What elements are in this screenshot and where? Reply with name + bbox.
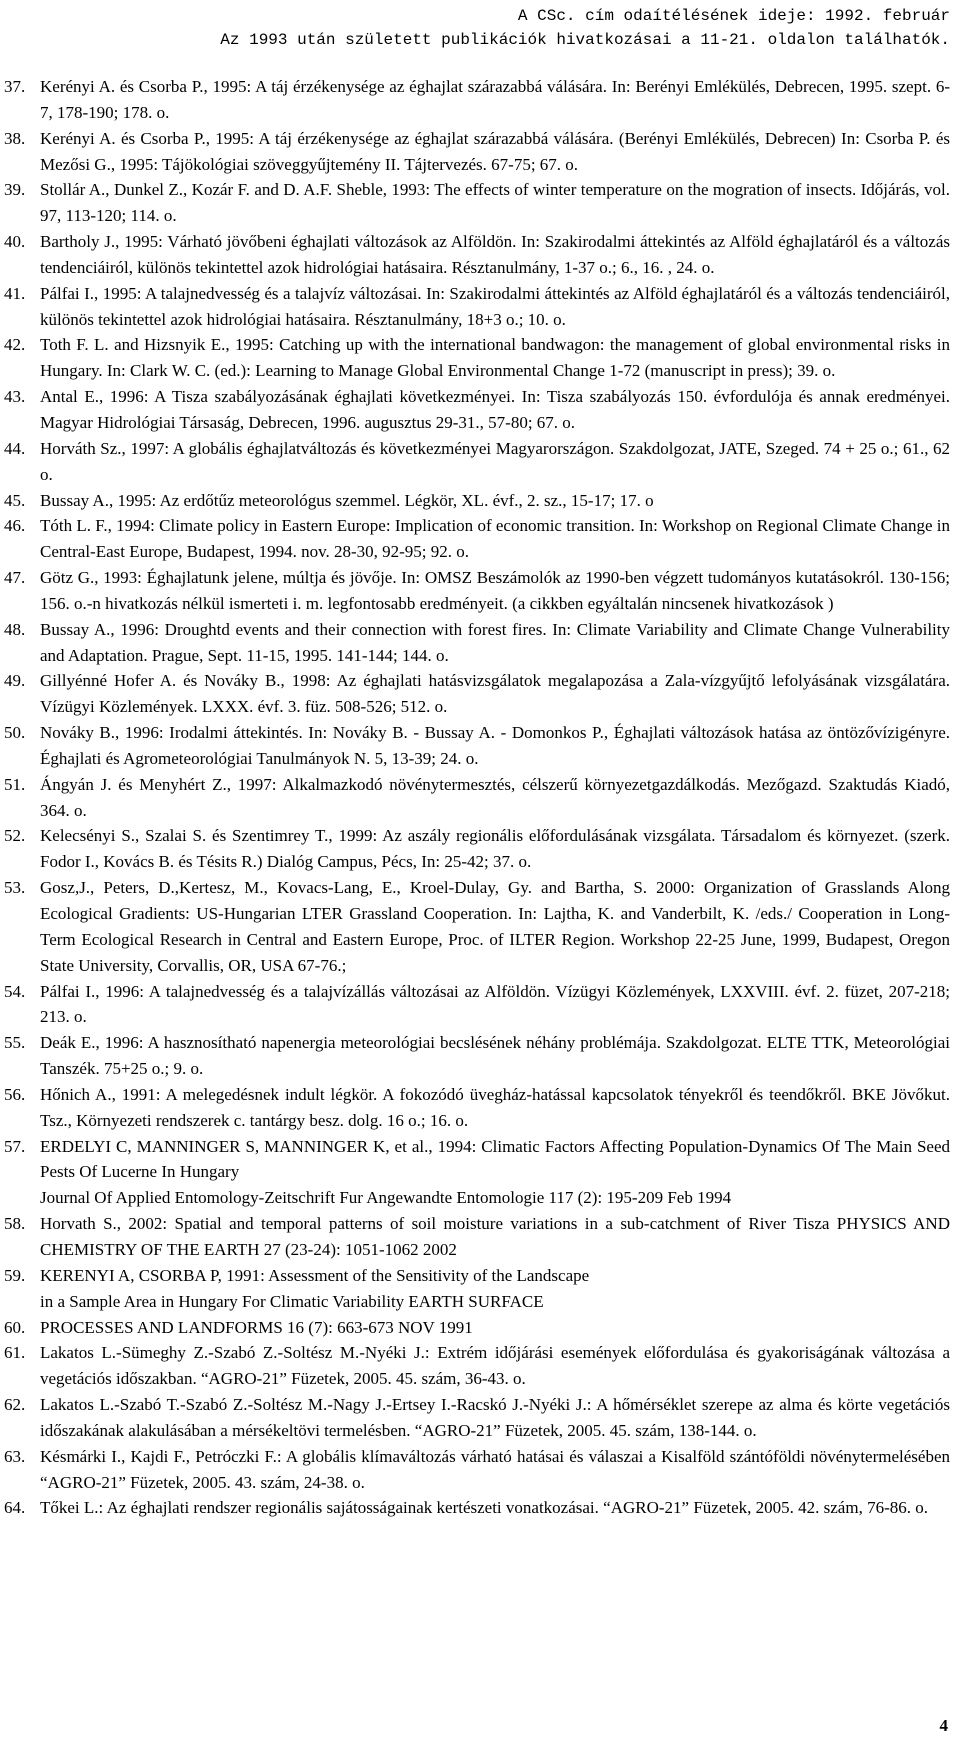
reference-number: 37. [4,77,26,96]
reference-number: 40. [4,232,26,252]
reference-number: 47. [4,568,26,588]
reference-number: 46. [4,516,26,536]
header-line-1: A CSc. cím odaítélésének ideje: 1992. február [517,7,950,25]
reference-item [4,875,950,978]
reference-item [4,126,950,178]
reference-text: Kerényi A. és Csorba P., 1995: A táj érzékenysége az éghajlat szárazabbá válására. (Berényi Emlékülés, Debrecen) In: Csorba P. és Mezősi G., 1995: Tájökológiai szöveggyűjtemény II. Tájtervezés. 67-75; 67. o. [40,128,950,174]
reference-number: 56. [4,1084,26,1104]
reference-text: Nováky B., 1996: Irodalmi áttekintés. In: Nováky B. - Bussay A. - Domonkos P., Éghajlati változások hatása az öntözővízigényre. Éghajlati és Agrometeorológiai Tanulmányok N. 5, 13-39; 24. o. [40,723,950,768]
reference-text: Pálfai I., 1995: A talajnedvesség és a talajvíz változásai. In: Szakirodalmi áttekintés az Alföld éghajlatáról és a változás tendenciáiról, különös tekintettel azok hidrológiai hatásaira. Résztanulmány, 18+3 o.; 10. o. [40,283,950,329]
reference-number: 42. [4,335,26,355]
reference-item [4,565,950,617]
reference-item [4,772,950,824]
reference-text: ERDELYI C, MANNINGER S, MANNINGER K, et al., 1994: Climatic Factors Affecting Population-Dynamics Of The Main Seed Pests Of Lucerne In Hungary Journal Of Applied Entomology-Zeitschrift Fur Angewandte Entomologie 117 (2): 195-209 Feb 1994 [40,1136,950,1208]
reference-number: 43. [4,387,26,407]
reference-item [4,1340,950,1392]
reference-item [4,488,950,514]
reference-item [4,1444,950,1496]
reference-number: 60. [4,1317,26,1337]
reference-number: 39. [4,180,26,200]
reference-number: 62. [4,1395,26,1415]
reference-text: Deák E., 1996: A hasznosítható napenergia meteorológiai becslésének néhány problémája. Szakdolgozat. ELTE TTK, Meteorológiai Tanszék. 75+25 o.; 9. o. [40,1033,950,1079]
reference-item [4,332,950,384]
reference-item [4,1315,950,1341]
reference-text: KERENYI A, CSORBA P, 1991: Assessment of the Sensitivity of the Landscape in a Sample Area in Hungary For Climatic Variability EARTH SURFACE [40,1265,590,1311]
reference-item [4,1495,950,1521]
reference-number: 58. [4,1214,26,1234]
header-line-2: Az 1993 után született publikációk hivatkozásai a 11-21. oldalon találhatók. [220,31,950,49]
reference-text: Götz G., 1993: Éghajlatunk jelene, múltja és jövője. In: OMSZ Beszámolók az 1990-ben végzett tudományos kutatásokról. 130-156; 156. o.-n hivatkozás nélkül ismerteti i. m. legfontosabb eredményeit. (a cikkben egyáltalán nincsenek hivatkozások ) [40,568,950,613]
reference-item [4,74,950,126]
reference-number: 59. [4,1265,26,1285]
reference-text: Késmárki I., Kajdi F., Petróczki F.: A globális klímaváltozás várható hatásai és válaszai a Kisalföld szántóföldi növénytermelésében “AGRO-21” Füzetek, 2005. 43. szám, 24-38. o. [40,1446,950,1492]
reference-text: Bartholy J., 1995: Várható jövőbeni éghajlati változások az Alföldön. In: Szakirodalmi áttekintés az Alföld éghajlatáról és a változás tendenciáiról, különös tekintettel azok hidrológiai hatásaira. Résztanulmány, 1-37 o.; 6., 16. , 24. o. [40,232,950,277]
reference-number: 57. [4,1136,26,1156]
reference-text: Gillyénné Hofer A. és Nováky B., 1998: Az éghajlati hatásvizsgálatok megalapozása a Zala-vízgyűjtő lefolyásának vizsgálatára. Vízügyi Közlemények. LXXX. évf. 3. füz. 508-526; 512. o. [40,671,950,717]
reference-number: 48. [4,619,26,639]
reference-text: Tóth L. F., 1994: Climate policy in Eastern Europe: Implication of economic transition. In: Workshop on Regional Climate Change in Central-East Europe, Budapest, 1994. nov. 28-30, 92-95; 92. o. [40,516,950,562]
reference-text: Kelecsényi S., Szalai S. és Szentimrey T., 1999: Az aszály regionális előfordulásának vizsgálata. Társadalom és környezet. (szerk. Fodor I., Kovács B. és Tésits R.) Dialóg Campus, Pécs, In: 25-42; 37. o. [40,826,950,872]
page-number: 4 [939,1716,948,1735]
reference-item [4,668,950,720]
reference-number: 52. [4,826,26,846]
reference-text: Lakatos L.-Szabó T.-Szabó Z.-Soltész M.-Nagy J.-Ertsey I.-Racskó J.-Nyéki J.: A hőmérséklet szerepe az alma és körte vegetációs időszakának alakulásában a mérsékeltövi termelésben. “AGRO-21” Füzetek, 2005. 45. szám, 138-144. o. [40,1395,950,1440]
reference-item [4,1030,950,1082]
reference-item [4,436,950,488]
reference-text: Pálfai I., 1996: A talajnedvesség és a talajvízállás változásai az Alföldön. Vízügyi Közlemények, LXXVIII. évf. 2. füzet, 207-218; 213. o. [40,981,950,1027]
reference-item [4,1263,950,1315]
reference-text: Tőkei L.: Az éghajlati rendszer regionális sajátosságainak kertészeti vonatkozásai. “AGRO-21” Füzetek, 2005. 42. szám, 76-86. o. [40,1498,928,1518]
reference-text: Ángyán J. és Menyhért Z., 1997: Alkalmazkodó növénytermesztés, célszerű környezetgazdálkodás. Mezőgazd. Szaktudás Kiadó, 364. o. [40,774,950,820]
reference-number: 41. [4,283,26,303]
reference-item [4,1134,950,1212]
reference-text: PROCESSES AND LANDFORMS 16 (7): 663-673 NOV 1991 [40,1317,473,1337]
reference-number: 51. [4,774,26,794]
reference-text: Bussay A., 1995: Az erdőtűz meteorológus szemmel. Légkör, XL. évf., 2. sz., 15-17; 17. o [40,490,654,510]
reference-number: 38. [4,128,26,148]
reference-item [4,979,950,1031]
reference-text: Toth F. L. and Hizsnyik E., 1995: Catching up with the international bandwagon: the management of global environmental risks in Hungary. In: Clark W. C. (ed.): Learning to Manage Global Environmental Change 1-72 (manuscript in press); 39. o. [40,335,950,381]
reference-number: 45. [4,490,26,510]
reference-number: 54. [4,981,26,1001]
reference-text: Stollár A., Dunkel Z., Kozár F. and D. A.F. Sheble, 1993: The effects of winter temperature on the mogration of insects. Időjárás, vol. 97, 113-120; 114. o. [40,180,950,226]
reference-text: Lakatos L.-Sümeghy Z.-Szabó Z.-Soltész M.-Nyéki J.: Extrém időjárási események előfordulása és gyakoriságának változása a vegetációs időszakban. “AGRO-21” Füzetek, 2005. 45. szám, 36-43. o. [40,1343,950,1389]
reference-item [4,513,950,565]
reference-number: 44. [4,438,26,458]
reference-item [4,1392,950,1444]
reference-text: Bussay A., 1996: Droughtd events and their connection with forest fires. In: Climate Variability and Climate Change Vulnerability and Adaptation. Prague, Sept. 11-15, 1995. 141-144; 144. o. [40,619,950,665]
reference-text: Antal E., 1996: A Tisza szabályozásának éghajlati következményei. In: Tisza szabályozás 150. évfordulója és annak eredményei. Magyar Hidrológiai Társaság, Debrecen, 1996. augusztus 29-31., 57-80; 67. o. [40,387,950,432]
reference-item [4,177,950,229]
reference-item [4,1211,950,1263]
reference-number: 55. [4,1033,26,1053]
reference-item [4,617,950,669]
reference-item [4,229,950,281]
reference-text: Horváth Sz., 1997: A globális éghajlatváltozás és következményei Magyarországon. Szakdolgozat, JATE, Szeged. 74 + 25 o.; 61., 62 o. [40,438,950,484]
reference-item [4,720,950,772]
reference-item [4,823,950,875]
reference-text: Gosz,J., Peters, D.,Kertesz, M., Kovacs-Lang, E., Kroel-Dulay, Gy. and Bartha, S. 2000: Organization of Grasslands Along Ecological Gradients: US-Hungarian LTER Grassland Cooperation. In: Lajtha, K. and Vanderbilt, K. /eds./ Cooperation in Long-Term Ecological Research in Central and Eastern Europe, Proc. of ILTER Region. Workshop 22-25 June, 1999, Budapest, Oregon State University, Corvallis, OR, USA 67-76.; [40,878,950,975]
reference-number: 50. [4,723,26,743]
reference-number: 53. [4,878,26,898]
reference-number: 63. [4,1446,26,1466]
reference-number: 49. [4,671,26,691]
page-header [220,4,950,52]
reference-item [4,1082,950,1134]
reference-item [4,384,950,436]
reference-text: Horvath S., 2002: Spatial and temporal patterns of soil moisture variations in a sub-catchment of River Tisza PHYSICS AND CHEMISTRY OF THE EARTH 27 (23-24): 1051-1062 2002 [40,1214,950,1259]
reference-text: Kerényi A. és Csorba P., 1995: A táj érzékenysége az éghajlat szárazabbá válására. In: Berényi Emlékülés, Debrecen, 1995. szept. 6-7, 178-190; 178. o. [40,77,950,122]
reference-item [4,281,950,333]
reference-number: 61. [4,1343,26,1363]
reference-list [4,74,950,1521]
reference-text: Hőnich A., 1991: A melegedésnek indult légkör. A fokozódó üvegház-hatással kapcsolatok tényekről és teendőkről. BKE Jövőkut. Tsz., Környezeti rendszerek c. tantárgy besz. dolg. 16 o.; 16. o. [40,1084,950,1130]
reference-number: 64. [4,1498,26,1518]
